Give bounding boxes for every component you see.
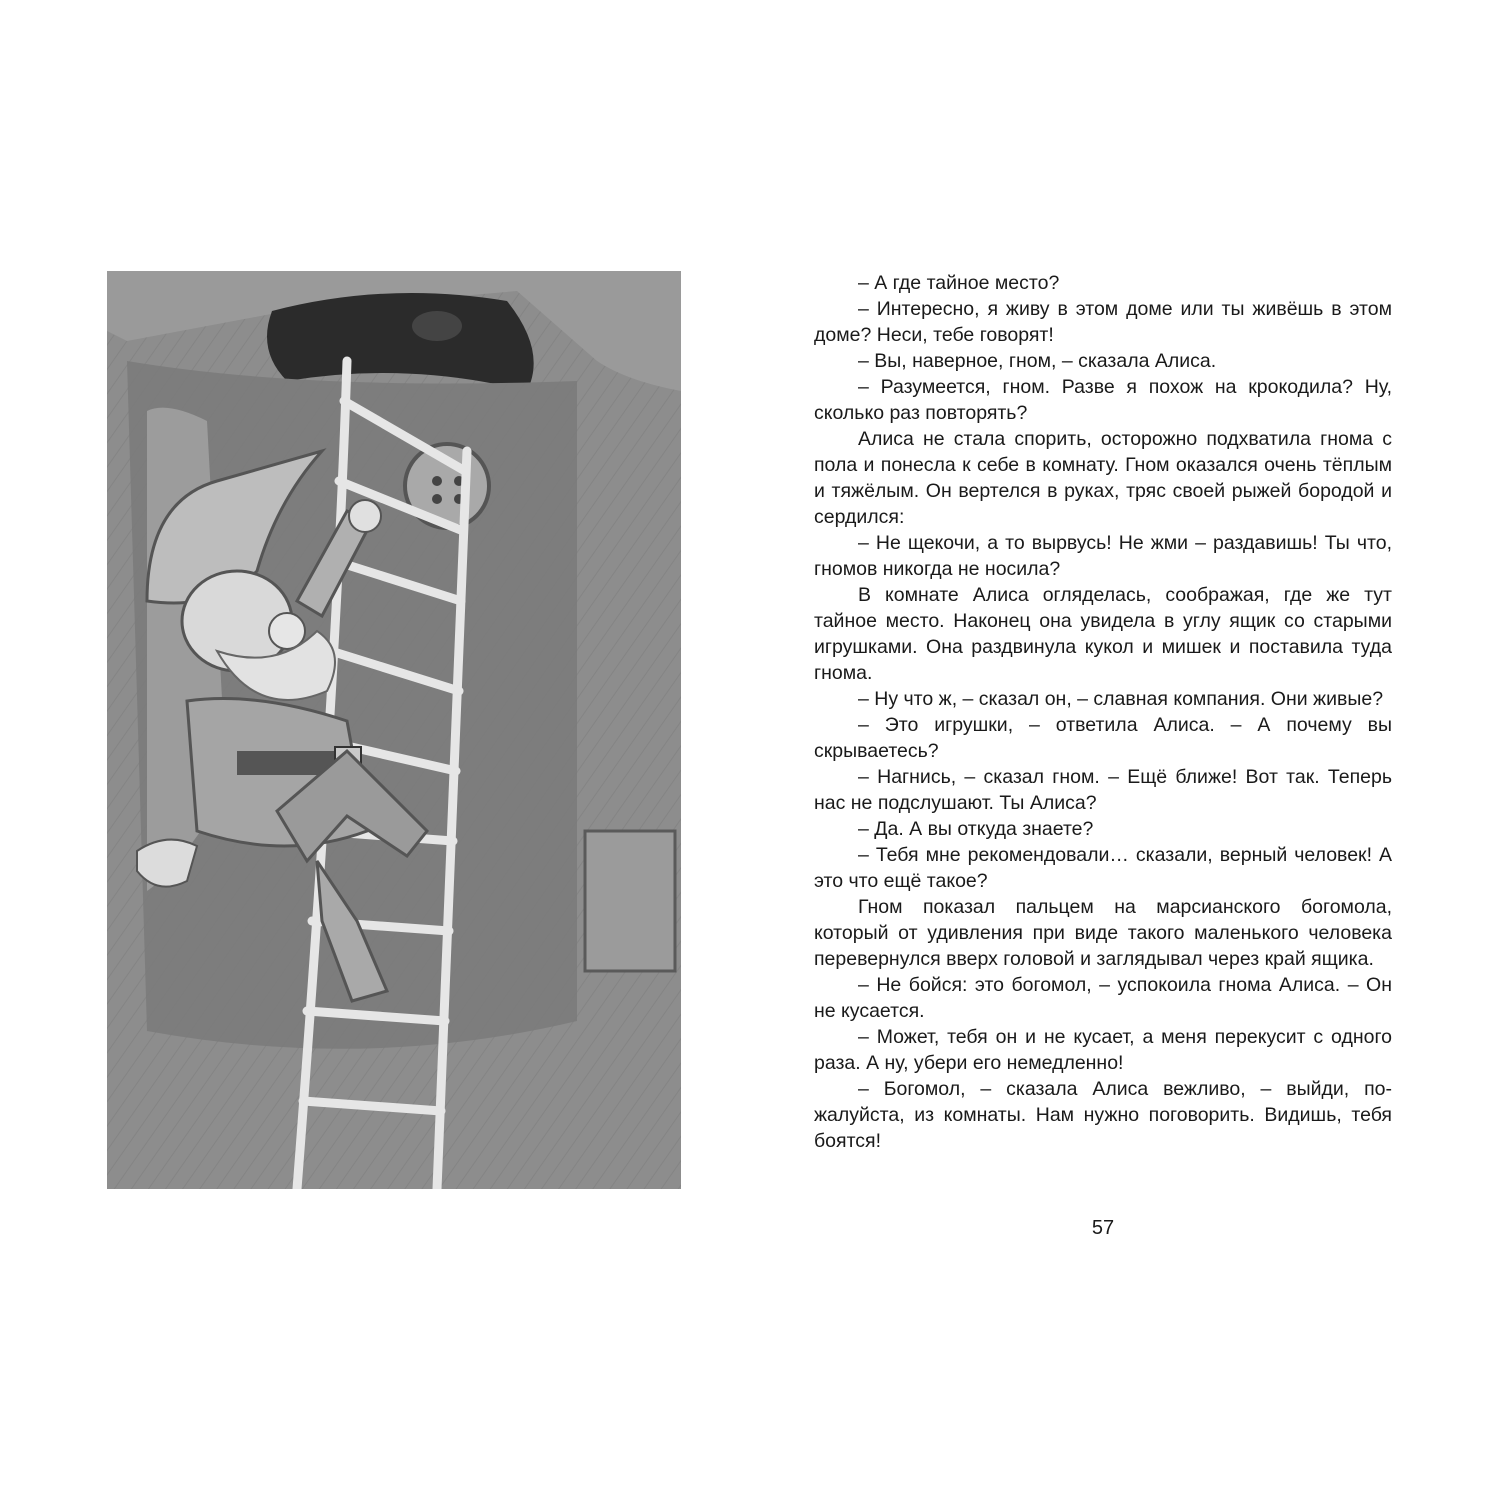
paragraph: – Интересно, я живу в этом доме или ты живёшь в этом доме? Неси, тебе говорят! [814,298,1392,346]
gnome-illustration [107,271,681,1189]
paragraph: Алиса не стала спорить, осторожно подхватила гнома с пола и понесла к себе в комнату. Гном оказался очень тёплым и тяжёлым. Он вертелся в руках, тряс своей рыжей бородой и сердился: [814,428,1392,528]
paragraph: – Да. А вы откуда знаете? [858,818,1094,840]
paragraph: – Не бойся: это богомол, – успокоила гнома Алиса. – Он не кусается. [814,974,1392,1022]
paragraph: – Богомол, – сказала Алиса вежливо, – выйди, пожалуйста, из комнаты. Нам нужно поговорить. Видишь, тебя боятся! [814,1078,1392,1152]
page-number-container [0,1217,1500,1240]
story-text [814,270,1392,1154]
paragraph: – Ну что ж, – сказал он, – славная компания. Они живые? [858,688,1384,710]
gnome-climbing-ladder-icon [107,271,681,1189]
paragraph: – Разумеется, гном. Разве я похож на крокодила? Ну, сколько раз повторять? [814,376,1392,424]
paragraph: – А где тайное место? [858,272,1060,294]
paragraph: – Нагнись, – сказал гном. – Ещё ближе! Вот так. Теперь нас не подслушают. Ты Алиса? [814,766,1392,814]
page-number: 57 [1091,1217,1115,1239]
paragraph: В комнате Алиса огляделась, соображая, где же тут тайное место. Наконец она увидела в углу ящик со старыми игрушками. Она раздвинула кукол и мишек и поставила туда гнома. [814,584,1392,684]
paragraph: – Это игрушки, – ответила Алиса. – А почему вы скрываетесь? [814,714,1392,762]
paragraph: – Может, тебя он и не кусает, а меня перекусит с одного раза. А ну, убери его немедленно! [814,1026,1392,1074]
paragraph: – Тебя мне рекомендовали… сказали, верный человек! А это что ещё такое? [814,844,1392,892]
paragraph: – Не щекочи, а то вырвусь! Не жми – раздавишь! Ты что, гномов никогда не носила? [814,532,1392,580]
paragraph: – Вы, наверное, гном, – сказала Алиса. [858,350,1217,372]
paragraph: Гном показал пальцем на марсианского богомола, который от удивления при виде такого маленького человека перевернулся вверх головой и заглядывал через край ящика. [814,896,1392,970]
